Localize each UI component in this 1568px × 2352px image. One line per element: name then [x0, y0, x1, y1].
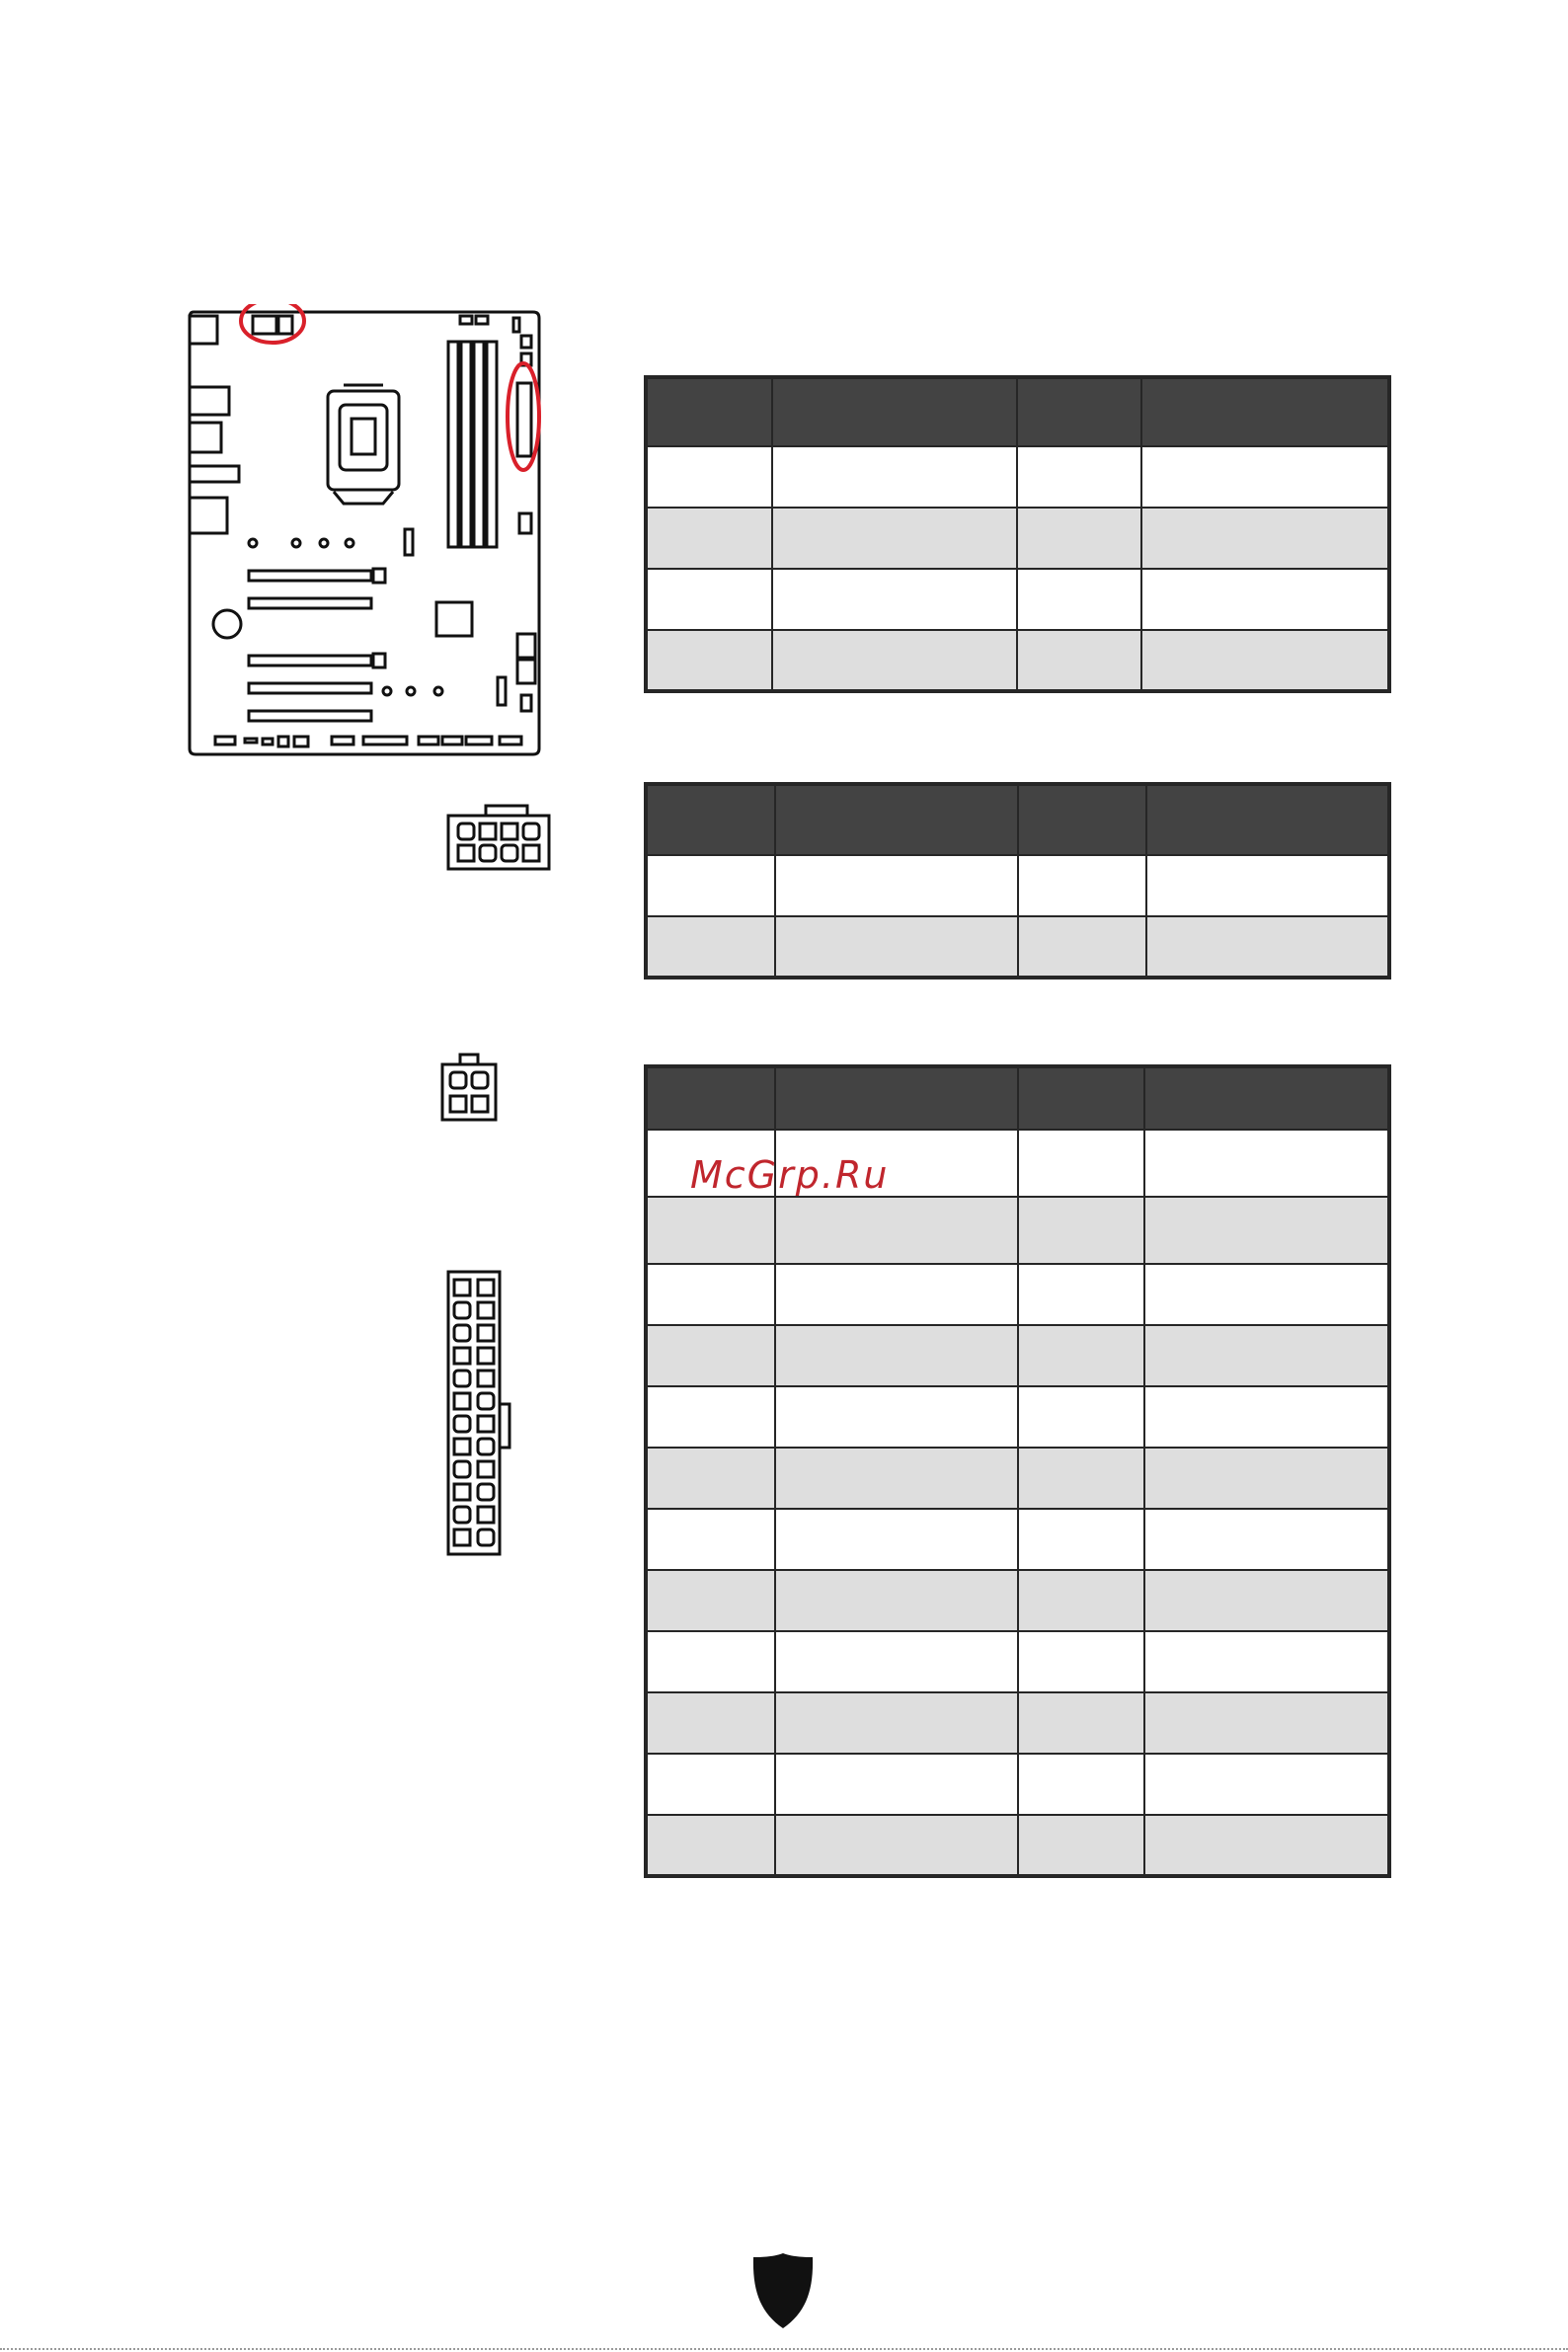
table-row [646, 446, 1389, 508]
pin-table-2 [644, 782, 1391, 980]
table-row [646, 1264, 1389, 1325]
highlight-side-connector [508, 363, 539, 470]
table-row [646, 1325, 1389, 1386]
table-header [646, 1066, 1389, 1130]
footer-divider [0, 2348, 1568, 2350]
table-row [646, 916, 1389, 978]
table-row [646, 1815, 1389, 1876]
table-row [646, 1570, 1389, 1631]
table-row [646, 630, 1389, 691]
table-row [646, 508, 1389, 569]
table-header [646, 784, 1389, 855]
highlight-top-connector [241, 304, 304, 343]
table-row [646, 1692, 1389, 1754]
table-row [646, 855, 1389, 916]
table-row [646, 1448, 1389, 1509]
atx-24pin-connector-icon [444, 1270, 515, 1558]
watermark-text: McGrp.Ru [690, 1153, 890, 1197]
table-header [646, 377, 1389, 446]
table-row [646, 1197, 1389, 1264]
atx-8pin-connector-icon [444, 804, 553, 873]
msi-shield-logo-icon [750, 2251, 816, 2330]
motherboard-diagram [186, 304, 551, 758]
table-row [646, 1754, 1389, 1815]
table-row [646, 1386, 1389, 1448]
atx-4pin-connector-icon [438, 1053, 500, 1124]
table-row [646, 569, 1389, 630]
pin-table-1 [644, 375, 1391, 693]
table-row [646, 1509, 1389, 1570]
table-row [646, 1631, 1389, 1692]
